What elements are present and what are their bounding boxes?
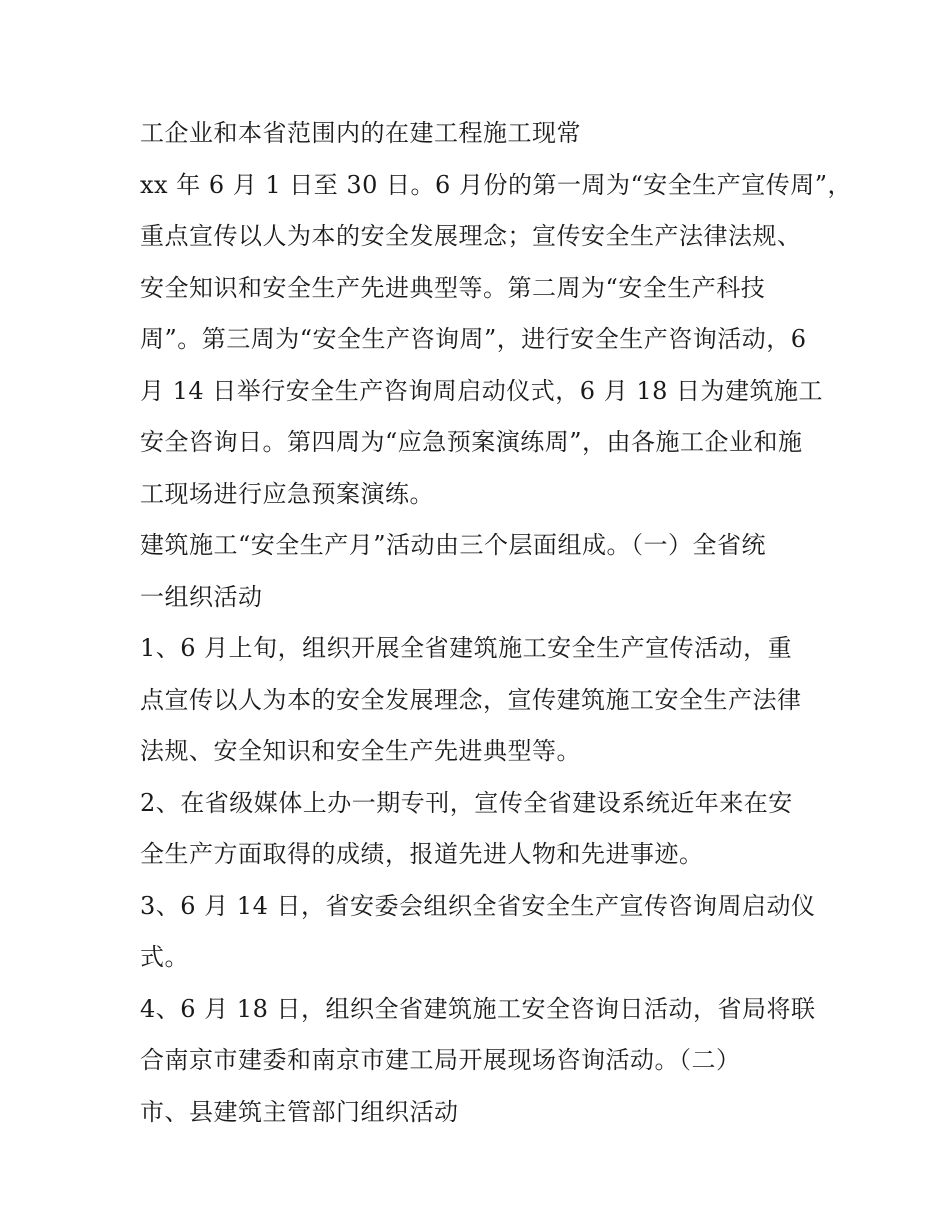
text-line: 点宣传以人为本的安全发展理念，宣传建筑施工安全生产法律 [140,685,802,714]
text-line: 一组织活动 [140,582,263,611]
text-line: 市、县建筑主管部门组织活动 [140,1097,459,1126]
text-line: 全生产方面取得的成绩，报道先进人物和先进事迹。 [140,840,704,868]
text-line: 安全知识和安全生产先进典型等。第二周为“安全生产科技 [140,273,766,302]
text-line: 安全咨询日。第四周为“应急预案演练周”，由各施工企业和施 [140,428,803,456]
text-line: 工现场进行应急预案演练。 [140,479,434,508]
text-line: 重点宣传以人为本的安全发展理念；宣传安全生产法律法规、 [140,222,802,250]
text-line: 1、6 月上旬，组织开展全省建筑施工安全生产宣传活动，重 [140,634,793,662]
text-line: 4、6 月 18 日，组织全省建筑施工安全咨询日活动，省局将联 [140,994,816,1023]
text-line: 建筑施工“安全生产月”活动由三个层面组成。（一）全省统 [140,531,767,559]
text-line: 法规、安全知识和安全生产先进典型等。 [140,737,581,765]
document-body [140,108,852,1138]
text-line: xx 年 6 月 1 日至 30 日。6 月份的第一周为“安全生产宣传周”， [140,170,852,199]
text-line: 2、在省级媒体上办一期专刊，宣传全省建设系统近年来在安 [140,788,793,817]
text-line: 周”。第三周为“安全生产咨询周”，进行安全生产咨询活动，6 [140,325,807,353]
text-line: 式。 [140,943,189,971]
text-line: 工企业和本省范围内的在建工程施工现常 [140,119,581,147]
text-line: 3、6 月 14 日，省安委会组织全省安全生产宣传咨询周启动仪 [140,891,816,920]
text-line: 月 14 日举行安全生产咨询周启动仪式，6 月 18 日为建筑施工 [140,376,823,405]
text-line: 合南京市建委和南京市建工局开展现场咨询活动。（二） [140,1046,741,1074]
